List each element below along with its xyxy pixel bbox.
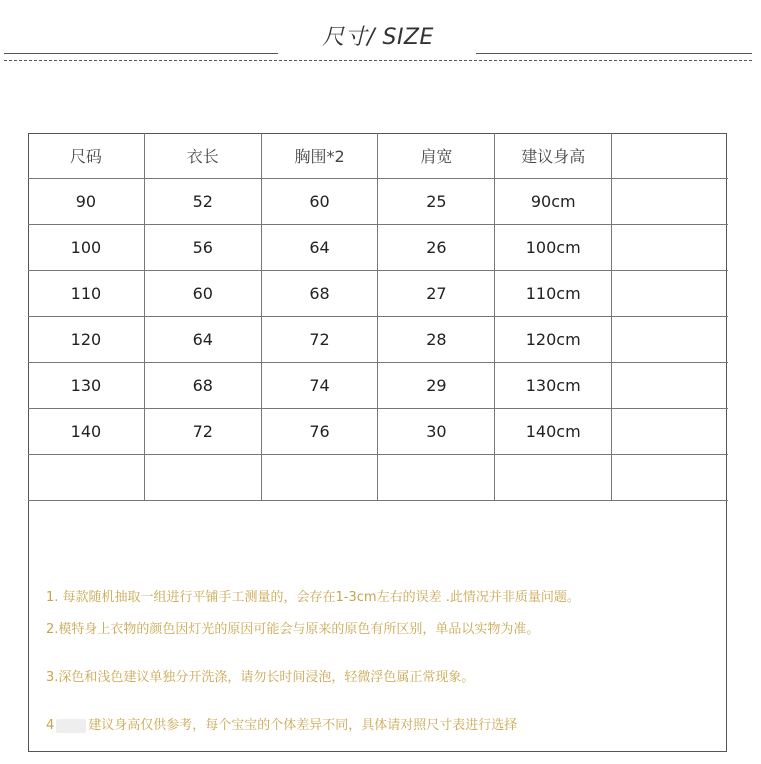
- table-cell: 100: [28, 225, 144, 271]
- table-cell: 27: [378, 271, 495, 317]
- table-cell: 120: [28, 317, 144, 363]
- table-cell: 28: [378, 317, 495, 363]
- table-cell: 64: [144, 317, 261, 363]
- note-1: 1. 每款随机抽取一组进行平铺手工测量的，会存在1-3cm左右的误差 .此情况并非质量问题。: [46, 590, 580, 605]
- table-cell: 60: [261, 179, 378, 225]
- header-cell: [612, 133, 728, 179]
- table-cell: [612, 317, 728, 363]
- table-cell: [612, 225, 728, 271]
- table-cell: 52: [144, 179, 261, 225]
- table-cell: [612, 271, 728, 317]
- table-cell: [378, 455, 495, 501]
- note-4-text: 建议身高仅供参考，每个宝宝的个体差异不同，具体请对照尺寸表进行选择: [88, 718, 518, 733]
- table-cell: 68: [261, 271, 378, 317]
- table-cell: 29: [378, 363, 495, 409]
- table-row-empty: [28, 455, 728, 501]
- note-3: 3.深色和浅色建议单独分开洗涤，请勿长时间浸泡，轻微浮色属正常现象。: [46, 670, 475, 685]
- table-cell: 64: [261, 225, 378, 271]
- table-row: [28, 179, 728, 225]
- table-cell: 72: [144, 409, 261, 455]
- header-cell: 尺码: [28, 133, 144, 179]
- table-cell: 60: [144, 271, 261, 317]
- table-cell: 74: [261, 363, 378, 409]
- table-cell: 110cm: [495, 271, 612, 317]
- header-rule-left: [4, 53, 278, 54]
- header: [0, 0, 761, 70]
- table-row: [28, 317, 728, 363]
- table-cell: [612, 455, 728, 501]
- page-title: 尺寸/ SIZE: [322, 25, 434, 50]
- note-2: 2.模特身上衣物的颜色因灯光的原因可能会与原来的原色有所区别，单品以实物为准。: [46, 622, 540, 637]
- table-cell: 72: [261, 317, 378, 363]
- table-cell: 120cm: [495, 317, 612, 363]
- table-cell: [28, 455, 144, 501]
- header-rule-right: [476, 53, 752, 54]
- header-cell: 建议身高: [495, 133, 612, 179]
- table-cell: 130: [28, 363, 144, 409]
- blurred-text: [56, 719, 86, 733]
- table-cell: [612, 409, 728, 455]
- table-cell: 140cm: [495, 409, 612, 455]
- table-cell: [612, 179, 728, 225]
- table-cell: [495, 455, 612, 501]
- table-cell: [144, 455, 261, 501]
- table-cell: 25: [378, 179, 495, 225]
- size-table: [28, 133, 728, 501]
- table-row: [28, 225, 728, 271]
- table-cell: 110: [28, 271, 144, 317]
- table-cell: [261, 455, 378, 501]
- note-4: [46, 714, 517, 733]
- header-cell: 肩宽: [378, 133, 495, 179]
- table-cell: 56: [144, 225, 261, 271]
- table-header-row: [28, 133, 728, 179]
- table-row: [28, 409, 728, 455]
- header-cell: 衣长: [144, 133, 261, 179]
- table-cell: 100cm: [495, 225, 612, 271]
- table-cell: 68: [144, 363, 261, 409]
- table-cell: 130cm: [495, 363, 612, 409]
- table-cell: 140: [28, 409, 144, 455]
- table-row: [28, 363, 728, 409]
- table-cell: 30: [378, 409, 495, 455]
- table-cell: 76: [261, 409, 378, 455]
- header-cell: 胸围*2: [261, 133, 378, 179]
- table-cell: 26: [378, 225, 495, 271]
- table-cell: 90cm: [495, 179, 612, 225]
- table-row: [28, 271, 728, 317]
- note-4-number: 4: [46, 718, 55, 733]
- table-cell: [612, 363, 728, 409]
- table-cell: 90: [28, 179, 144, 225]
- header-dashed-rule: [4, 60, 752, 61]
